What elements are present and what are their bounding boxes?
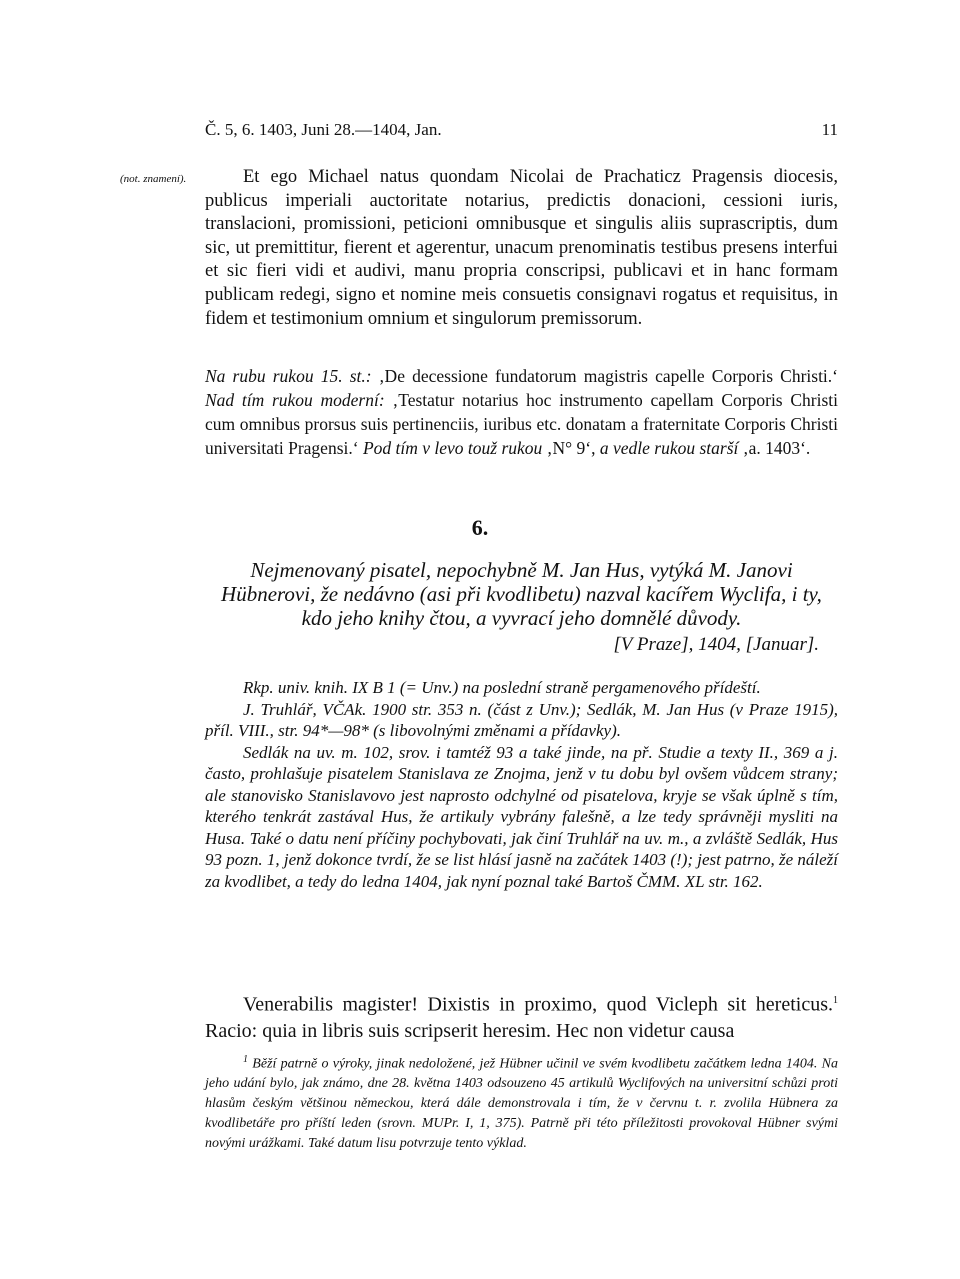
place-date: [V Praze], 1404, [Januar].	[613, 634, 819, 655]
footnote-reference: 1	[833, 995, 838, 1006]
bibliography	[205, 677, 838, 892]
dorsal-note-quote1: ‚De decessione fundatorum magistris capelle Corporis Christi.‘	[371, 366, 838, 386]
document-title: Nejmenovaný pisatel, nepochybně M. Jan Hus, vytýká M. Janovi Hübnerovi, že nedávno (asi při kvodlibetu) nazval kacířem Wyclifa, i ty, kdo jeho knihy čtou, a vyvrací jeho domnělé důvody.	[221, 558, 822, 630]
dorsal-note-under: Pod tím v levo touž rukou	[362, 438, 543, 458]
bibliography-manuscript: Rkp. univ. knih. IX B 1 (= Unv.) na poslední straně pergamenového přídeští.	[243, 678, 761, 697]
dorsal-note-quote3: ‚N° 9‘,	[542, 438, 600, 458]
page-number: 11	[821, 120, 838, 139]
footnote-text: Běží patrně o výroky, jinak nedoložené, jež Hübner učinil ve svém kvodlibetu začátkem ledna 1404. Na jeho udání bylo, jak známo, dne 28. května 1403 odsouzeno 45 artikulů Wyclifových na universitní schůzi proti hlasům českým většinou německou, která dále demonstrovala i tím, že v červnu t. r. zvolila Hübnera za kvodlibetáře pro příští leden (srovn. MUPr. I, 1, 375). Patrně při této příležitosti provokoval Hübner svými novými urážkami. Také datum lisu potvrzuje tento výklad.	[205, 1056, 838, 1151]
header-citation: Č. 5, 6. 1403, Juni 28.—1404, Jan.	[205, 120, 442, 139]
dorsal-note-quote4: ‚a. 1403‘.	[738, 438, 811, 458]
bibliography-discussion: Sedlák na uv. m. 102, srov. i tamtéž 93 a také jinde, na př. Studie a texty II., 369 a j. často, prohlašuje pisatelem Stanislava ze Znojma, jenž v tu dobu byl ovšem vůdcem strany; ale stanovisko Stanislavovo jest naprosto odchylné od pisatelova, kryje se však úplně s tím, kterého tenkrát zastával Hus, že artikuly vybrány falešně, a lze tedy správněji mysliti na Husa. Také o datu není příčiny pochybovati, jak činí Truhlář na uv. m., a zvláště Sedlák, Hus 93 pozn. 1, jenž dokonce tvrdí, že se list hlásí jasně na začátek 1403 (!); jest patrno, že náleží za kvodlibet, a tedy do ledna 1404, jak nyní poznal také Bartoš ČMM. XL str. 162.	[205, 742, 839, 891]
letter-opening-part1: Venerabilis magister! Dixistis in proximo, quod Vicleph sit hereticus.	[243, 993, 833, 1016]
running-header	[205, 120, 838, 142]
dorsal-note-older: a vedle rukou starší	[599, 438, 739, 458]
letter-opening	[205, 988, 838, 1044]
document-number: 6.	[471, 515, 489, 540]
bibliography-editions: J. Truhlář, VČAk. 1900 str. 353 n. (část z Unv.); Sedlák, M. Jan Hus (v Praze 1915), příl. VIII., str. 94*—98* (s libovolnými změnami a přídavky).	[205, 699, 838, 740]
footnote-mark: 1	[243, 1054, 248, 1065]
dorsal-note-intro: Na rubu rukou 15. st.:	[205, 366, 372, 386]
notary-paragraph: Et ego Michael natus quondam Nicolai de Prachaticz Pragensis diocesis, publicus imperiali auctoritate notarius, predictis donacioni, cessioni iuris, translacioni, promissioni, peticioni omnibusque et singulis aliis suprascriptis, dum sic, ut premittitur, fierent et agerentur, unacum prenominatis testibus presens interfui et sic fieri vidi et audivi, manu propria conscripsi, publicavi et in hanc formam publicam redegi, signo et nomine meis consuetis consignavi rogatus et requisitus, in fidem et testimonium omnium et singulorum premissorum.	[205, 167, 838, 329]
letter-opening-part2: Racio: quia in libris suis scripserit heresim. Hec non videtur causa	[205, 1019, 735, 1042]
dorsal-note-modern: Nad tím rukou moderní:	[205, 390, 385, 410]
dorsal-note	[205, 364, 838, 460]
dorsal-note-quote2: ‚Testatur notarius hoc instrumento capellam Corporis Christi cum omnibus prorsus suis pertinenciis, iuribus etc. donatam a fraternitate Corporis Christi universitati Pragensi.‘	[205, 390, 838, 458]
footnote	[205, 1050, 838, 1154]
marginal-note: (not. znamení).	[120, 173, 187, 185]
